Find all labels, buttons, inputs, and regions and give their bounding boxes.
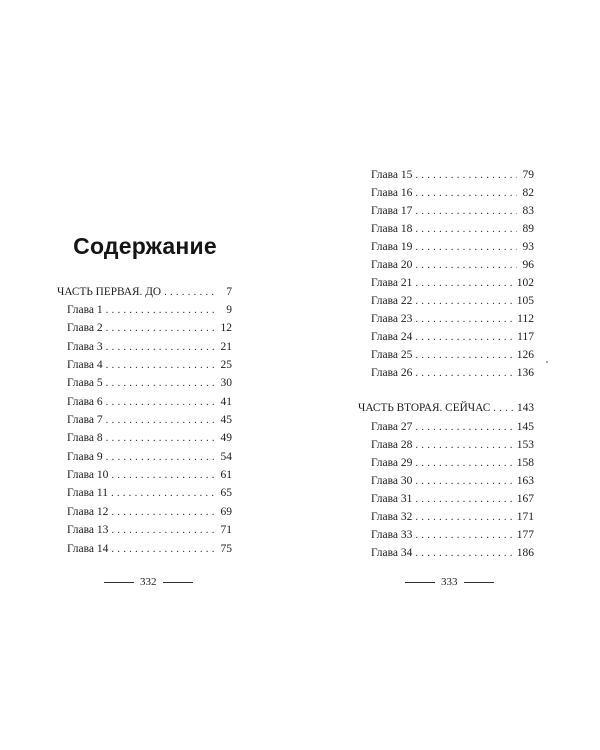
toc-entry-page: 126 bbox=[516, 349, 534, 361]
leader-dots bbox=[106, 432, 215, 444]
leader-dots bbox=[415, 331, 514, 343]
toc-entry-label: Глава 11 bbox=[67, 487, 108, 499]
leader-dots bbox=[415, 475, 513, 487]
toc-entry-page: 65 bbox=[220, 487, 232, 499]
toc-entry-label: ЧАСТЬ ВТОРАЯ. СЕЙЧАС bbox=[358, 402, 491, 414]
toc-entry-label: Глава 9 bbox=[67, 451, 103, 463]
toc-entry-page: 7 bbox=[226, 286, 232, 298]
toc-entry-chapter-18 bbox=[371, 223, 534, 240]
toc-entry-chapter-17 bbox=[371, 205, 534, 222]
toc-entry-label: ЧАСТЬ ПЕРВАЯ. ДО bbox=[57, 286, 162, 298]
leader-dots bbox=[415, 187, 517, 199]
page-number-footer bbox=[104, 576, 193, 588]
toc-entry-page: 30 bbox=[220, 377, 232, 389]
toc-entry-label: Глава 24 bbox=[371, 331, 413, 343]
toc-entry-page: 112 bbox=[517, 313, 534, 325]
toc-entry-chapter-9 bbox=[67, 451, 232, 468]
toc-entry-page: 82 bbox=[522, 187, 534, 199]
toc-entry-label: Глава 3 bbox=[67, 341, 103, 353]
toc-entry-page: 102 bbox=[516, 277, 534, 289]
toc-entry-page: 136 bbox=[516, 367, 534, 379]
toc-entry-chapter-29 bbox=[371, 457, 534, 474]
leader-dots bbox=[164, 286, 215, 298]
footer-rule bbox=[163, 582, 193, 583]
toc-entry-label: Глава 6 bbox=[67, 396, 103, 408]
toc-entry-chapter-23 bbox=[371, 313, 534, 330]
leader-dots bbox=[415, 169, 517, 181]
toc-entry-page: 61 bbox=[220, 469, 232, 481]
toc-entry-page: 79 bbox=[522, 169, 534, 181]
leader-dots bbox=[415, 259, 517, 271]
toc-entry-page: 96 bbox=[522, 259, 534, 271]
toc-entry-chapter-24 bbox=[371, 331, 534, 348]
leader-dots bbox=[106, 396, 215, 408]
toc-entry-chapter-26 bbox=[371, 367, 534, 384]
toc-entry-chapter-20 bbox=[371, 259, 534, 276]
toc-entry-label: Глава 12 bbox=[67, 506, 109, 518]
toc-entry-label: Глава 28 bbox=[371, 439, 413, 451]
leader-dots bbox=[111, 524, 215, 536]
toc-entry-label: Глава 10 bbox=[67, 469, 109, 481]
toc-entry-page: 163 bbox=[516, 475, 534, 487]
toc-entry-page: 89 bbox=[522, 223, 534, 235]
toc-entry-chapter-22 bbox=[371, 295, 534, 312]
toc-entry-label: Глава 22 bbox=[371, 295, 413, 307]
right-page bbox=[300, 0, 600, 750]
page-number-footer bbox=[405, 576, 494, 588]
leader-dots bbox=[106, 341, 215, 353]
toc-entry-label: Глава 33 bbox=[371, 529, 413, 541]
toc-entry-label: Глава 20 bbox=[371, 259, 413, 271]
footer-rule bbox=[104, 582, 134, 583]
leader-dots bbox=[493, 402, 514, 414]
leader-dots bbox=[106, 377, 215, 389]
toc-entry-page: 145 bbox=[516, 421, 534, 433]
toc-entry-chapter-33 bbox=[371, 529, 534, 546]
toc-entry-chapter-30 bbox=[371, 475, 534, 492]
leader-dots bbox=[415, 313, 514, 325]
toc-entry-chapter-27 bbox=[371, 421, 534, 438]
leader-dots bbox=[106, 451, 215, 463]
leader-dots bbox=[415, 493, 513, 505]
toc-entry-page: 12 bbox=[220, 322, 232, 334]
leader-dots bbox=[415, 439, 513, 451]
leader-dots bbox=[415, 349, 513, 361]
toc-entry-label: Глава 13 bbox=[67, 524, 109, 536]
toc-entry-label: Глава 25 bbox=[371, 349, 413, 361]
toc-entry-chapter-5 bbox=[67, 377, 232, 394]
page-number: 332 bbox=[140, 576, 157, 588]
toc-entry-chapter-12 bbox=[67, 506, 232, 523]
toc-entry-chapter-6 bbox=[67, 396, 232, 413]
leader-dots bbox=[106, 304, 215, 316]
leader-dots bbox=[415, 241, 517, 253]
toc-entry-page: 41 bbox=[220, 396, 232, 408]
toc-entry-chapter-16 bbox=[371, 187, 534, 204]
toc-entry-chapter-19 bbox=[371, 241, 534, 258]
toc-entry-page: 158 bbox=[516, 457, 534, 469]
leader-dots bbox=[415, 277, 513, 289]
toc-entry-chapter-31 bbox=[371, 493, 534, 510]
toc-entry-chapter-2 bbox=[67, 322, 232, 339]
toc-entry-page: 75 bbox=[220, 543, 232, 555]
toc-entry-page: 117 bbox=[517, 331, 534, 343]
leader-dots bbox=[106, 414, 215, 426]
toc-entry-chapter-13 bbox=[67, 524, 232, 541]
toc-entry-label: Глава 19 bbox=[371, 241, 413, 253]
toc-entry-label: Глава 23 bbox=[371, 313, 413, 325]
toc-entry-label: Глава 21 bbox=[371, 277, 413, 289]
leader-dots bbox=[111, 506, 215, 518]
toc-entry-chapter-10 bbox=[67, 469, 232, 486]
toc-entry-page: 143 bbox=[517, 402, 534, 414]
toc-entry-page: 49 bbox=[220, 432, 232, 444]
toc-entry-chapter-32 bbox=[371, 511, 534, 528]
toc-entry-page: 167 bbox=[516, 493, 534, 505]
leader-dots bbox=[111, 487, 215, 499]
toc-entry-label: Глава 4 bbox=[67, 359, 103, 371]
leader-dots bbox=[415, 511, 513, 523]
footer-rule bbox=[464, 582, 494, 583]
toc-entry-chapter-14 bbox=[67, 543, 232, 560]
toc-entry-label: Глава 8 bbox=[67, 432, 103, 444]
toc-entry-label: Глава 2 bbox=[67, 322, 103, 334]
leader-dots bbox=[415, 529, 513, 541]
toc-entry-page: 105 bbox=[516, 295, 534, 307]
leader-dots bbox=[111, 469, 215, 481]
toc-entry-page: 186 bbox=[516, 547, 534, 559]
footer-rule bbox=[405, 582, 435, 583]
toc-entry-chapter-25 bbox=[371, 349, 534, 366]
toc-entry-chapter-11 bbox=[67, 487, 232, 504]
toc-entry-chapter-34 bbox=[371, 547, 534, 564]
toc-entry-label: Глава 17 bbox=[371, 205, 413, 217]
leader-dots bbox=[106, 322, 215, 334]
toc-entry-label: Глава 18 bbox=[371, 223, 413, 235]
toc-entry-page: 71 bbox=[220, 524, 232, 536]
toc-entry-page: 93 bbox=[522, 241, 534, 253]
toc-entry-label: Глава 32 bbox=[371, 511, 413, 523]
toc-entry-page: 83 bbox=[522, 205, 534, 217]
toc-entry-chapter-1 bbox=[67, 304, 232, 321]
leader-dots bbox=[111, 543, 215, 555]
leader-dots bbox=[415, 421, 513, 433]
toc-entry-page: 9 bbox=[226, 304, 232, 316]
toc-entry-label: Глава 31 bbox=[371, 493, 413, 505]
toc-entry-label: Глава 30 bbox=[371, 475, 413, 487]
toc-entry-page: 45 bbox=[220, 414, 232, 426]
toc-entry-chapter-15 bbox=[371, 169, 534, 186]
toc-entry-chapter-8 bbox=[67, 432, 232, 449]
toc-entry-chapter-4 bbox=[67, 359, 232, 376]
toc-entry-page: 21 bbox=[220, 341, 232, 353]
toc-entry-label: Глава 34 bbox=[371, 547, 413, 559]
toc-entry-label: Глава 1 bbox=[67, 304, 103, 316]
toc-entry-label: Глава 7 bbox=[67, 414, 103, 426]
leader-dots bbox=[415, 295, 513, 307]
leader-dots bbox=[415, 223, 517, 235]
toc-entry-page: 171 bbox=[516, 511, 534, 523]
toc-entry-chapter-3 bbox=[67, 341, 232, 358]
leader-dots bbox=[415, 547, 513, 559]
toc-entry-page: 69 bbox=[220, 506, 232, 518]
toc-entry-label: Глава 26 bbox=[371, 367, 413, 379]
toc-entry-part-two bbox=[358, 402, 534, 419]
toc-entry-label: Глава 15 bbox=[371, 169, 413, 181]
toc-entry-page: 177 bbox=[516, 529, 534, 541]
toc-entry-chapter-28 bbox=[371, 439, 534, 456]
leader-dots bbox=[415, 205, 517, 217]
toc-entry-page: 54 bbox=[220, 451, 232, 463]
toc-entry-page: 153 bbox=[516, 439, 534, 451]
toc-entry-chapter-7 bbox=[67, 414, 232, 431]
leader-dots bbox=[415, 457, 513, 469]
toc-title: Содержание bbox=[73, 233, 217, 259]
toc-entry-label: Глава 29 bbox=[371, 457, 413, 469]
page-number: 333 bbox=[441, 576, 458, 588]
toc-entry-chapter-21 bbox=[371, 277, 534, 294]
toc-entry-page: 25 bbox=[220, 359, 232, 371]
toc-entry-label: Глава 14 bbox=[67, 543, 109, 555]
toc-entry-label: Глава 16 bbox=[371, 187, 413, 199]
toc-entry-label: Глава 5 bbox=[67, 377, 103, 389]
scan-speck bbox=[546, 361, 548, 363]
toc-entry-label: Глава 27 bbox=[371, 421, 413, 433]
toc-entry-part-one bbox=[57, 286, 232, 303]
leader-dots bbox=[415, 367, 513, 379]
leader-dots bbox=[106, 359, 215, 371]
